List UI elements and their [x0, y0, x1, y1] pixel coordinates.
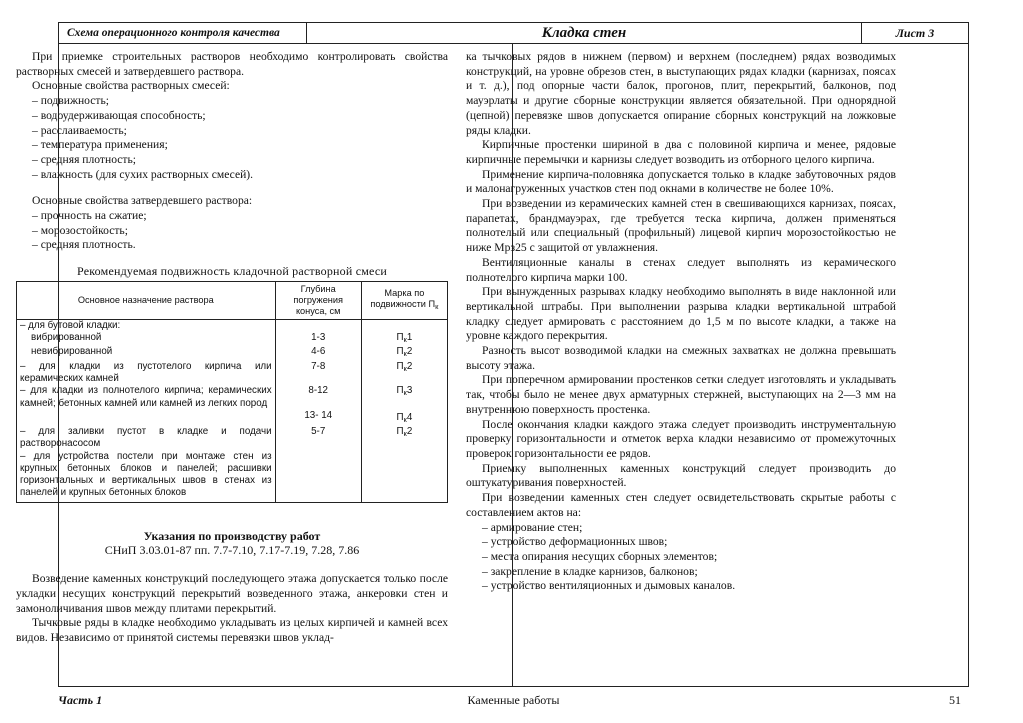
page-header	[59, 23, 968, 44]
hardened-properties-title: Основные свойства затвердевшего раствора:	[32, 194, 253, 208]
intro-paragraph: При приемке строительных растворов необходимо контролировать свойства растворных смесей и затвердевшего раствора.	[16, 50, 448, 78]
table-row	[17, 426, 448, 451]
table-cell-depth: 4-6	[275, 346, 361, 360]
table-cell-purpose: невибрированной	[17, 346, 276, 360]
paragraph: Вентиляционные каналы в стенах следует выполнять из керамического полнотелого кирпича марки 100.	[466, 255, 896, 284]
table-cell-grade	[361, 451, 447, 503]
list-item: – средняя плотность.	[32, 238, 136, 252]
table-row	[17, 385, 448, 426]
table-cell-purpose: – для устройства постели при монтаже стен из крупных бетонных блоков и панелей; расшивки горизонтальных и вертикальных швов в стенах из панелей и крупных бетонных блоков	[17, 451, 276, 503]
mix-properties-list	[16, 94, 448, 182]
paragraph: При возведении каменных стен следует освидетельствовать скрытые работы с составлением актов на:	[466, 491, 896, 519]
table-cell-grade: $П_к1$	[361, 332, 447, 346]
list-item: – устройство деформационных швов;	[482, 535, 668, 549]
table-cell-depth: 8-12 13- 14	[275, 385, 361, 426]
table-cell-depth	[275, 319, 361, 332]
footer-part: Часть 1	[58, 693, 103, 707]
list-item: – морозостойкость;	[32, 223, 128, 237]
table-cell-depth: 5-7	[275, 426, 361, 451]
column-header-grade: Марка по подвижности $П_к$	[361, 281, 447, 319]
header-sheet-number: Лист 3	[895, 25, 935, 40]
table-cell-depth: 1-3	[275, 332, 361, 346]
column-header-purpose: Основное назначение раствора	[17, 281, 276, 319]
page-number: 51	[949, 693, 961, 707]
paragraph: При поперечном армировании простенков сетки следует изготовлять и укладывать так, чтобы было не менее двух арматурных стержней, выступающих на 2—3 мм на внутреннюю поверхность простенка.	[466, 373, 896, 416]
list-item: – закрепление в кладке карнизов, балконов;	[482, 564, 698, 578]
list-item: – прочность на сжатие;	[32, 209, 147, 223]
table-cell-purpose: – для кладки из полнотелого кирпича; керамических камней; бетонных камней или камней из легких пород	[17, 385, 276, 426]
left-column	[16, 50, 448, 646]
table-cell-grade: $П_к2$	[361, 346, 447, 360]
list-item: – устройство вентиляционных и дымовых каналов.	[482, 579, 736, 593]
table-cell-purpose: вибрированной	[17, 332, 276, 346]
table-cell-grade: $П_к2$	[361, 426, 447, 451]
paragraph: ка тычковых рядов в нижнем (первом) и верхнем (последнем) рядах возводимых конструкций, на уровне обрезов стен, в выступающих рядах кладки (карнизах, поясах и т. д.), под опорные части балок, прогонов, плит, перекрытий, балконов, под мауэрлаты и другие сборные конструкции является обязательной. При однорядной (цепной) перевязке швов допускается опирание сборных конструкций на ложковые ряды кладки.	[466, 50, 896, 137]
instructions-title: Указания по производству работ	[143, 528, 321, 543]
paragraph: Приемку выполненных каменных конструкций следует производить до оштукатуривания поверхностей.	[466, 461, 896, 490]
hidden-works-list	[466, 521, 896, 595]
table-cell-grade: $П_к3$ $П_к4$	[361, 385, 447, 426]
list-item: – средняя плотность;	[32, 152, 137, 166]
header-scheme-title: Схема операционного контроля качества	[59, 23, 307, 43]
table-row	[17, 319, 448, 332]
table-cell-grade: $П_к2$	[361, 361, 447, 386]
list-item: – подвижность;	[32, 94, 109, 108]
instructions-reference: СНиП 3.03.01-87 пп. 7.7-7.10, 7.17-7.19, 7.28, 7.86	[104, 543, 360, 558]
table-cell-depth: 7-8	[275, 361, 361, 386]
list-item: – армирование стен;	[482, 520, 583, 534]
paragraph: Тычковые ряды в кладке необходимо укладывать из целых кирпичей и камней всех видов. Независимо от принятой системы перевязки швов уклад-	[16, 616, 448, 644]
paragraph: При вынужденных разрывах кладку необходимо выполнять в виде наклонной или вертикальной штрабы. При выполнении разрыва кладки вертикальной штрабой кладку следует армировать с расстоянием до 1,5 м по высоте кладки, а также на уровне каждого перекрытия.	[466, 285, 896, 343]
list-item: – водоудерживающая способность;	[32, 108, 206, 122]
hardened-properties-list	[16, 209, 448, 253]
table-caption: Рекомендуемая подвижность кладочной растворной смеси	[77, 264, 387, 279]
table-cell-grade	[361, 319, 447, 332]
list-item: – расслаиваемость;	[32, 123, 127, 137]
mobility-table	[16, 281, 448, 503]
paragraph: Возведение каменных конструкций последующего этажа допускается только после укладки несущих конструкций перекрытий возведенного этажа, анкеровки стен и замоноличивания швов между плитами перекрытий.	[16, 572, 448, 615]
table-row	[17, 361, 448, 386]
paragraph: Применение кирпича-половняка допускается только в кладке забутовочных рядов и малонагруженных участков стен под окнами в количестве не более 10%.	[466, 167, 896, 196]
page-footer	[58, 693, 969, 711]
mix-properties-title: Основные свойства растворных смесей:	[32, 79, 230, 93]
paragraph: При возведении из керамических камней стен в свешивающихся карнизах, поясах, парапетах, брандмауэрах, где требуется теска кирпича, должен применяться полнотелый или специальный (профильный) лицевой кирпич морозостойкостью не ниже Мрз25 с защитой от увлажнения.	[466, 197, 896, 255]
header-section-title: Кладка стен	[307, 23, 862, 43]
table-cell-purpose: – для бутовой кладки:	[17, 319, 276, 332]
list-item: – места опирания несущих сборных элементов;	[482, 549, 718, 563]
column-header-depth: Глубина погружения конуса, см	[275, 281, 361, 319]
table-row	[17, 451, 448, 503]
table-cell-depth	[275, 451, 361, 503]
paragraph: Кирпичные простенки шириной в два с половиной кирпича и менее, рядовые кирпичные перемычки и карнизы следует возводить из отборного целого кирпича.	[466, 138, 896, 166]
footer-section: Каменные работы	[467, 693, 560, 707]
paragraph: Разность высот возводимой кладки на смежных захватках не должна превышать высоту этажа.	[466, 344, 896, 372]
right-column	[466, 50, 896, 594]
list-item: – влажность (для сухих растворных смесей).	[32, 167, 254, 181]
table-row	[17, 346, 448, 360]
table-cell-purpose: – для кладки из пустотелого кирпича или керамических камней	[17, 361, 276, 386]
list-item: – температура применения;	[32, 138, 168, 152]
paragraph: После окончания кладки каждого этажа следует производить инструментальную проверку горизонтальности и отметок верха кладки независимо от промежуточных проверок горизонтальности ее рядов.	[466, 417, 896, 460]
table-row	[17, 332, 448, 346]
table-cell-purpose: – для заливки пустот в кладке и подачи растворонасосом	[17, 426, 276, 451]
